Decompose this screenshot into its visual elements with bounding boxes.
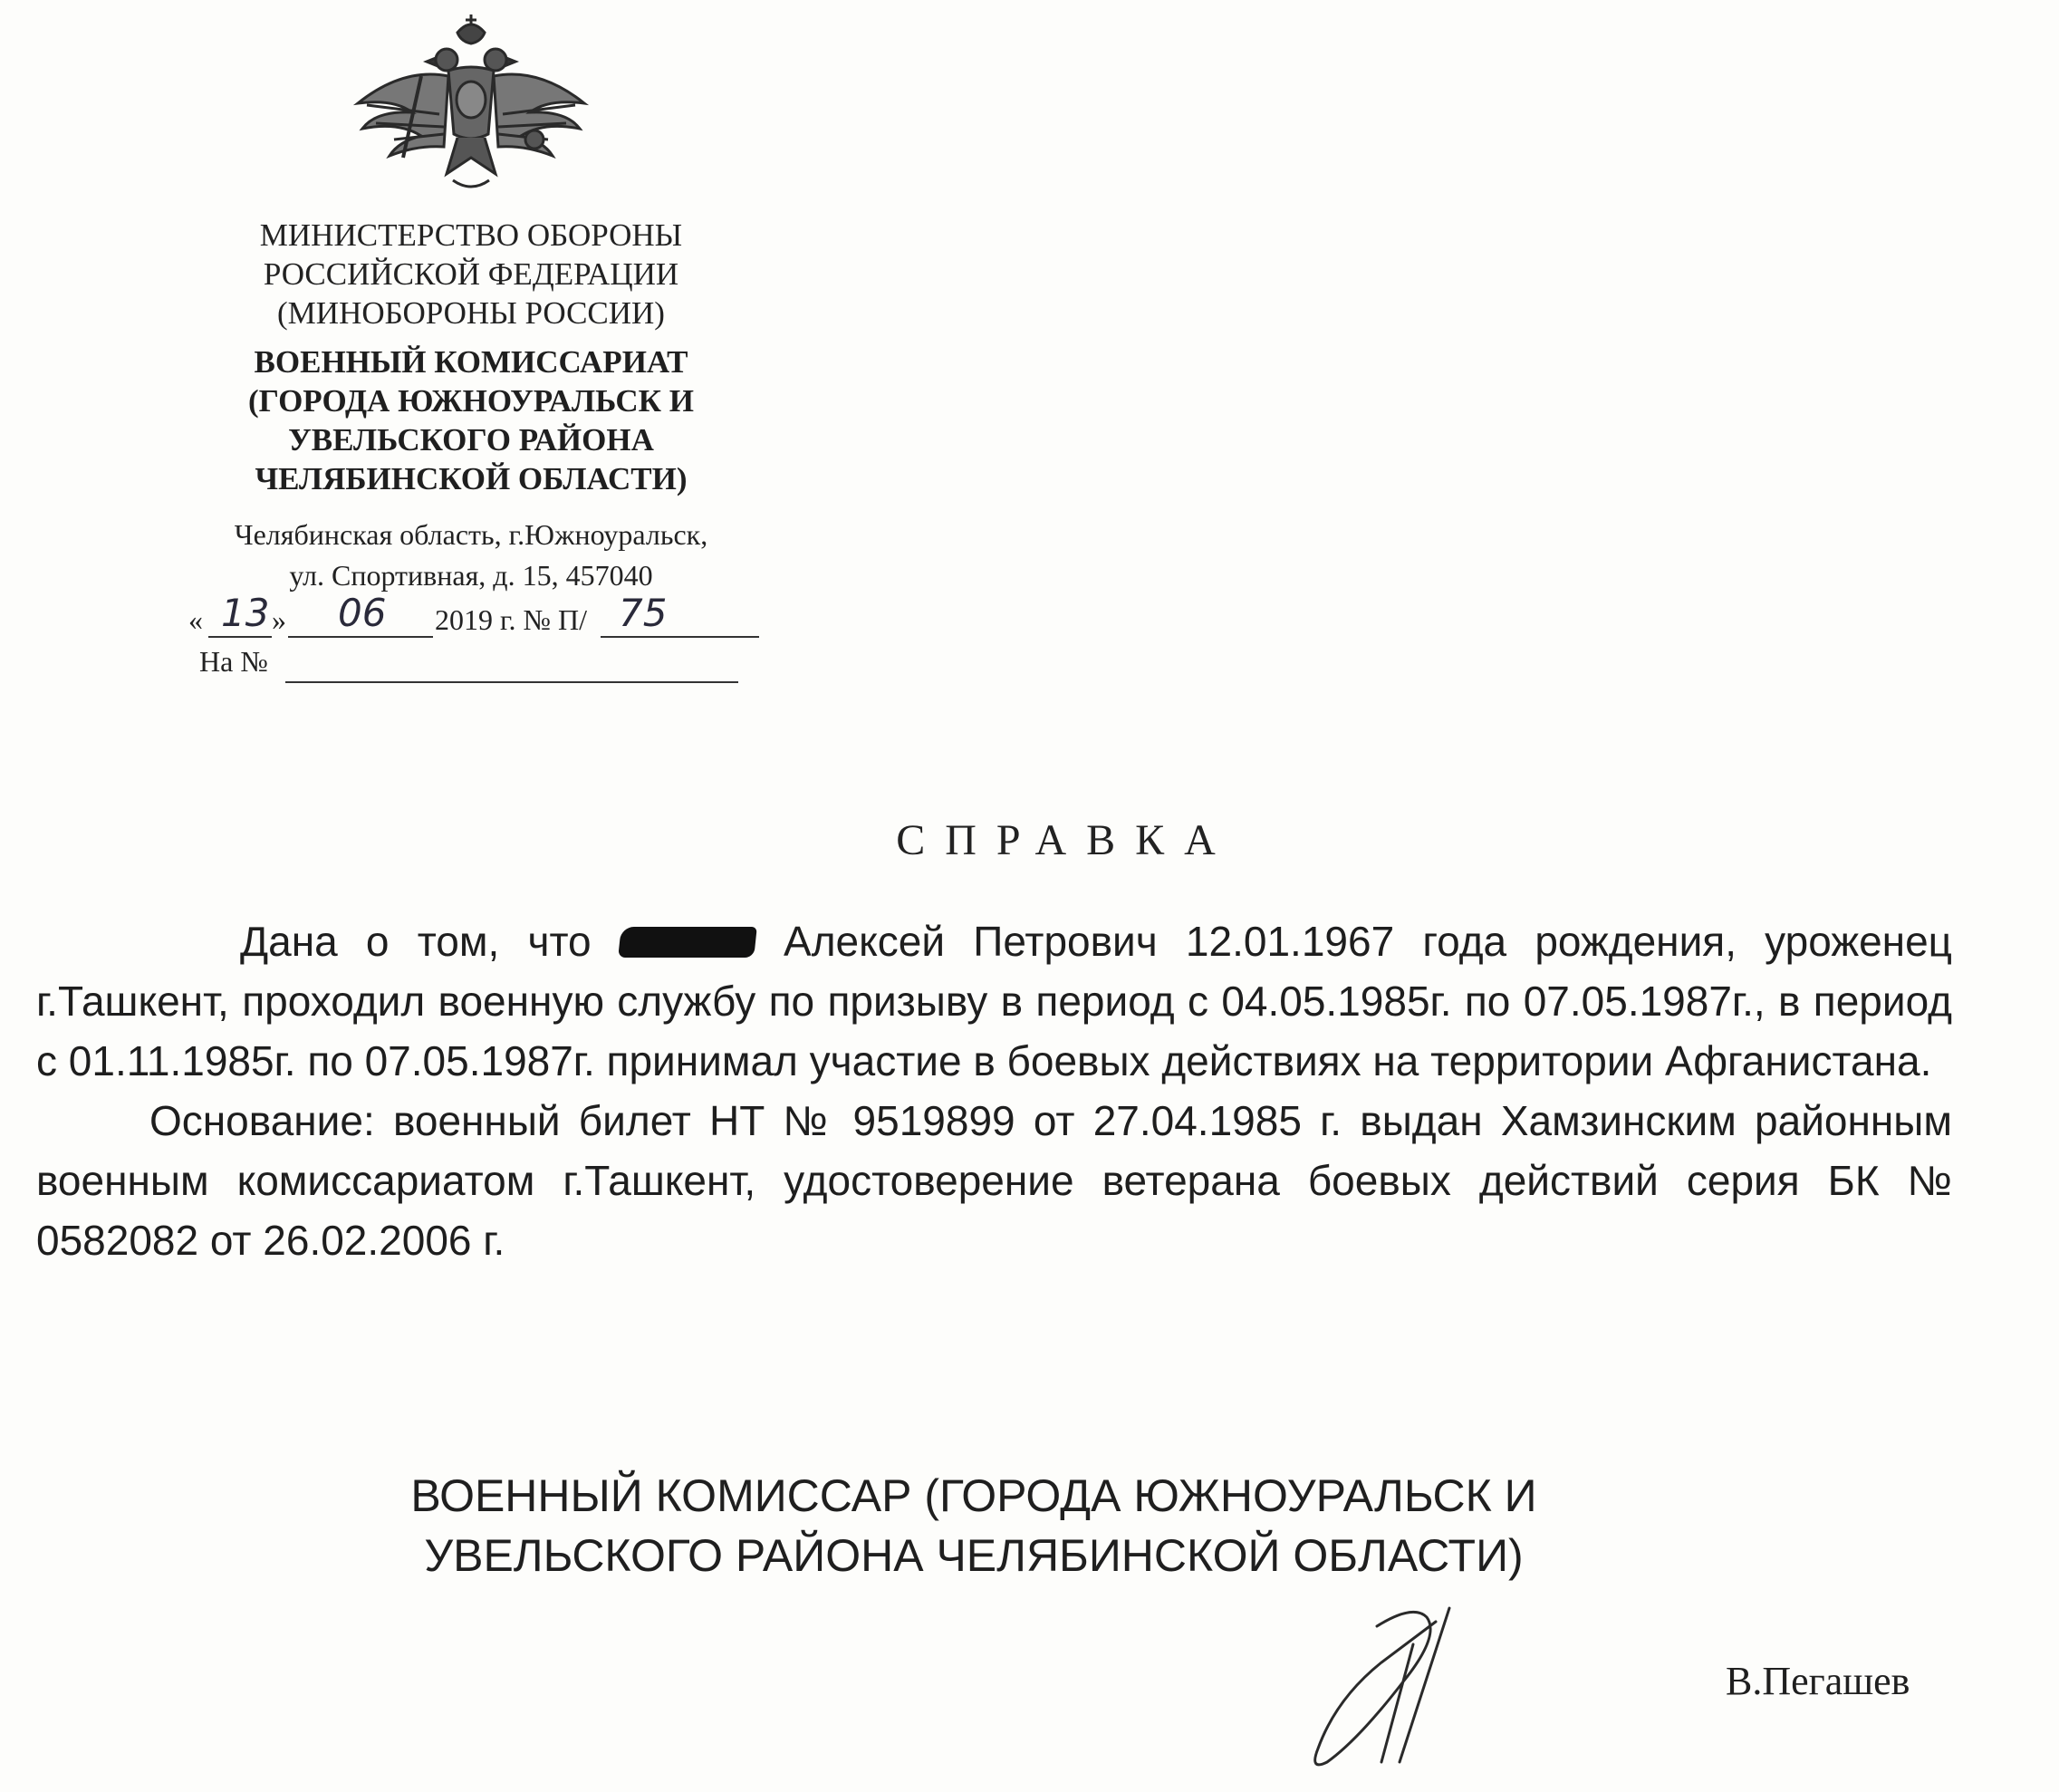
- kommissariat-line: ВОЕННЫЙ КОМИССАРИАТ: [254, 344, 688, 380]
- signer-title: [308, 1466, 1640, 1585]
- ministry-line: (МИНОБОРОНЫ РОССИИ): [277, 295, 665, 331]
- document-body: [36, 911, 1952, 1270]
- kommissariat-line: ЧЕЛЯБИНСКОЙ ОБЛАСТИ): [255, 461, 688, 496]
- paragraph-1-start: Дана о том, что: [240, 918, 592, 965]
- signer-title-line: ВОЕННЫЙ КОМИССАР (ГОРОДА ЮЖНОУРАЛЬСК И: [410, 1470, 1537, 1521]
- address-line: Челябинская область, г.Южноуральск,: [234, 518, 708, 551]
- reference-number-line: [199, 645, 743, 690]
- paragraph-1-rest: Алексей Петрович 12.01.1967 года рождения, уроженец г.Ташкент, проходил военную службу по призыву в период с 04.05.1985г. по 07.05.1987г., в период с 01.11.1985г. по 07.05.1987г. принимал участие в боевых действиях на территории Афганистана.: [36, 918, 1953, 1084]
- number-underline: [601, 636, 759, 638]
- document-title: СПРАВКА: [896, 816, 1236, 864]
- reference-label: На №: [199, 645, 268, 678]
- open-quote: «: [188, 603, 203, 636]
- address-line: ул. Спортивная, д. 15, 457040: [289, 559, 653, 592]
- kommissariat-name: [172, 342, 770, 498]
- paragraph-1: [36, 911, 1952, 1091]
- date-month: 06: [338, 591, 387, 635]
- date-day: 13: [221, 591, 270, 635]
- paragraph-2: Основание: военный билет НТ № 9519899 от 27.04.1985 г. выдан Хамзинским районным военным комиссариатом г.Ташкент, удостоверение ветерана боевых действий серия БК № 0582082 от 26.02.2006 г.: [36, 1097, 1952, 1264]
- kommissariat-line: (ГОРОДА ЮЖНОУРАЛЬСК И: [248, 383, 694, 419]
- day-underline: [208, 636, 272, 638]
- date-year-number-label: 2019 г. № П/: [435, 603, 588, 636]
- ministry-name: [172, 216, 770, 332]
- signer-name: В.Пегашев: [1726, 1659, 1910, 1703]
- ministry-line: РОССИЙСКОЙ ФЕДЕРАЦИИ: [263, 256, 679, 292]
- document-number: 75: [619, 591, 668, 635]
- ministry-line: МИНИСТЕРСТВО ОБОРОНЫ: [259, 217, 683, 253]
- date-number-line: [188, 591, 768, 645]
- double-headed-eagle-emblem-icon: [331, 13, 611, 198]
- address: [154, 515, 788, 596]
- kommissariat-line: УВЕЛЬСКОГО РАЙОНА: [288, 422, 654, 458]
- redacted-surname: [618, 927, 757, 958]
- handwritten-signature-icon: [1304, 1590, 1522, 1780]
- signer-title-line: УВЕЛЬСКОГО РАЙОНА ЧЕЛЯБИНСКОЙ ОБЛАСТИ): [424, 1530, 1524, 1581]
- reference-underline: [285, 681, 738, 683]
- month-underline: [288, 636, 433, 638]
- close-quote: »: [272, 603, 286, 636]
